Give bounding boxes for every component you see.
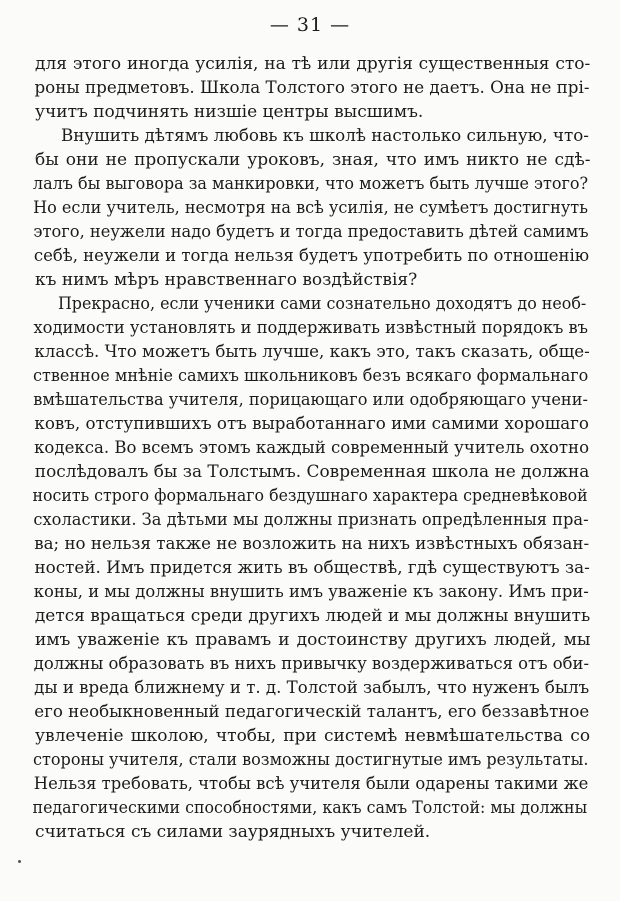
text-line — [0, 172, 620, 196]
text-line-content: учитъ подчинять низшіе центры высшимъ. — [35, 102, 424, 122]
text-line-content: Прекрасно, если ученики сами сознательно доходятъ до необ- — [57, 294, 587, 314]
text-line — [0, 412, 620, 436]
text-line-content: бы они не пропускали уроковъ, зная, что имъ никто не сдѣ- — [35, 150, 591, 170]
text-line — [0, 268, 620, 292]
text-line-content: вмѣшательства учителя, порицающаго или одобряющаго учени- — [33, 390, 588, 410]
text-line-content: къ нимъ мѣръ нравственнаго воздѣйствія? — [35, 270, 418, 290]
text-line-content: должны образовать въ нихъ привычку воздерживаться отъ оби- — [33, 654, 589, 674]
text-line — [0, 292, 620, 316]
text-line-content: стороны учителя, стали возможны достигнутые имъ результаты. — [33, 750, 589, 770]
text-line — [0, 484, 620, 508]
text-line — [0, 76, 620, 100]
text-line — [0, 340, 620, 364]
body-text — [0, 52, 620, 844]
text-line-content: ходимости установлять и поддерживать извѣстный порядокъ въ — [33, 318, 589, 338]
text-line-content: кодекса. Во всемъ этомъ каждый современный учитель охотно — [34, 438, 590, 458]
text-line-content: ва; но нельзя также не возложить на нихъ извѣстныхъ обязан- — [34, 534, 590, 554]
text-line-content: увлеченіе школою, чтобы, при системѣ невмѣшательства со — [35, 726, 591, 746]
text-line — [0, 628, 620, 652]
text-line — [0, 652, 620, 676]
text-line-content: дется вращаться среди другихъ людей и мы должны внушить — [34, 606, 591, 626]
text-line — [0, 820, 620, 844]
text-line-content: педагогическими способностями, какъ самъ Толстой: мы должны — [32, 798, 588, 818]
text-line-content: себѣ, неужели и тогда нельзя будетъ употребить по отношенію — [33, 246, 590, 266]
text-line — [0, 220, 620, 244]
paper-speck — [18, 860, 21, 863]
text-line-content: Внушить дѣтямъ любовь къ школѣ настолько сильную, что- — [60, 126, 589, 146]
text-line-content: роны предметовъ. Школа Толстого этого не даетъ. Она не прі- — [34, 78, 590, 98]
text-line — [0, 100, 620, 124]
text-line-content: схоластики. За дѣтьми мы должны признать опредѣленныя пра- — [33, 510, 589, 530]
text-line — [0, 436, 620, 460]
text-line — [0, 316, 620, 340]
text-line — [0, 676, 620, 700]
text-line-content: для этого иногда усилія, на тѣ или другія существенныя сто- — [35, 54, 591, 74]
text-line — [0, 532, 620, 556]
text-line — [0, 556, 620, 580]
text-line-content: носить строго формальнаго бездушнаго характера средневѣковой — [32, 486, 588, 506]
text-line — [0, 52, 620, 76]
text-line — [0, 388, 620, 412]
text-line-content: коны, и мы должны внушить имъ уваженіе къ закону. Имъ при- — [33, 582, 589, 602]
text-line — [0, 796, 620, 820]
text-line — [0, 460, 620, 484]
text-line — [0, 148, 620, 172]
text-line — [0, 700, 620, 724]
text-line — [0, 244, 620, 268]
text-line-content: его необыкновенный педагогическій талантъ, его беззавѣтное — [34, 702, 590, 722]
text-line — [0, 772, 620, 796]
page-number: — 31 — — [269, 14, 351, 36]
text-line-content: ды и вреда ближнему и т. д. Толстой забылъ, что нуженъ былъ — [34, 678, 590, 698]
text-line-content: ностей. Имъ придется жить въ обществѣ, гдѣ существуютъ за- — [34, 558, 590, 578]
text-line — [0, 196, 620, 220]
text-line — [0, 748, 620, 772]
text-line-content: имъ уваженіе къ правамъ и достоинству другихъ людей, мы — [35, 630, 591, 650]
text-line-content: Нельзя требовать, чтобы всѣ учителя были одарены такими же — [33, 774, 589, 794]
text-line — [0, 580, 620, 604]
text-line — [0, 604, 620, 628]
text-line-content: ственное мнѣніе самихъ школьниковъ безъ всякаго формальнаго — [32, 366, 589, 386]
text-line-content: ковъ, отступившихъ отъ выработаннаго ими самими хорошаго — [34, 414, 589, 434]
text-line-content: считаться съ силами заурядныхъ учителей. — [35, 822, 431, 842]
text-line — [0, 364, 620, 388]
text-line-content: классѣ. Что можетъ быть лучше, какъ это, такъ сказать, обще- — [34, 342, 590, 362]
text-line-content: этого, неужели надо будетъ и тогда предоставить дѣтей самимъ — [33, 222, 589, 242]
text-line-content: послѣдовалъ бы за Толстымъ. Современная школа не должна — [34, 462, 590, 482]
text-line — [0, 724, 620, 748]
text-line — [0, 124, 620, 148]
text-line-content: лалъ бы выговора за манкировки, что можетъ быть лучше этого? — [32, 174, 589, 194]
text-line — [0, 508, 620, 532]
text-line-content: Но если учитель, несмотря на всѣ усилія, не сумѣетъ достигнуть — [33, 198, 588, 218]
